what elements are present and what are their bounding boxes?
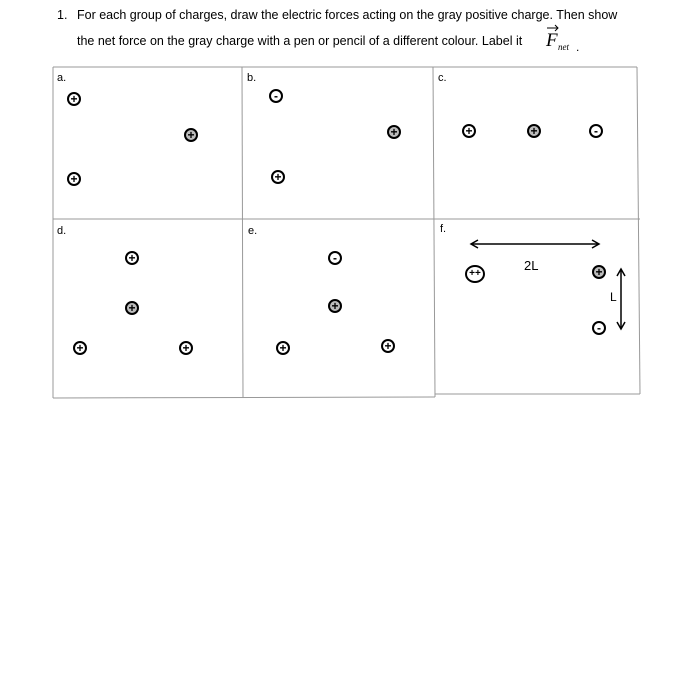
gray-positive-charge: + (387, 125, 401, 139)
gray-positive-charge: + (592, 265, 606, 279)
question-text-line2: the net force on the gray charge with a pen or pencil of a different colour. Label it (77, 34, 523, 48)
negative-charge: - (589, 124, 603, 138)
panel-label-e: e. (248, 225, 258, 237)
positive-charge: + (462, 124, 476, 138)
gray-positive-charge: + (125, 301, 139, 315)
gray-positive-charge: + (527, 124, 541, 138)
fnet-symbol: F (546, 30, 558, 51)
question-text-line1: For each group of charges, draw the electric forces acting on the gray positive charge. Then show (77, 8, 618, 22)
positive-charge: + (67, 92, 81, 106)
negative-charge: - (328, 251, 342, 265)
panel-label-c: c. (438, 72, 447, 84)
question-number: 1. (57, 8, 68, 22)
positive-charge: + (179, 341, 193, 355)
panel-label-a: a. (57, 72, 67, 84)
distance-label-2L: 2L (524, 258, 539, 273)
negative-charge: - (592, 321, 606, 335)
positive-charge: + (381, 339, 395, 353)
panel-label-b: b. (247, 72, 257, 84)
negative-charge: - (269, 89, 283, 103)
positive-charge: + (125, 251, 139, 265)
distance-label-L: L (610, 290, 617, 304)
fnet-subscript: net (558, 42, 569, 52)
positive-charge: + (73, 341, 87, 355)
panel-label-f: f. (440, 223, 447, 235)
gray-positive-charge: + (328, 299, 342, 313)
double-positive-charge: ++ (465, 265, 485, 283)
positive-charge: + (276, 341, 290, 355)
panel-label-d: d. (57, 225, 67, 237)
positive-charge: + (271, 170, 285, 184)
gray-positive-charge: + (184, 128, 198, 142)
trailing-period: . (576, 40, 580, 54)
positive-charge: + (67, 172, 81, 186)
